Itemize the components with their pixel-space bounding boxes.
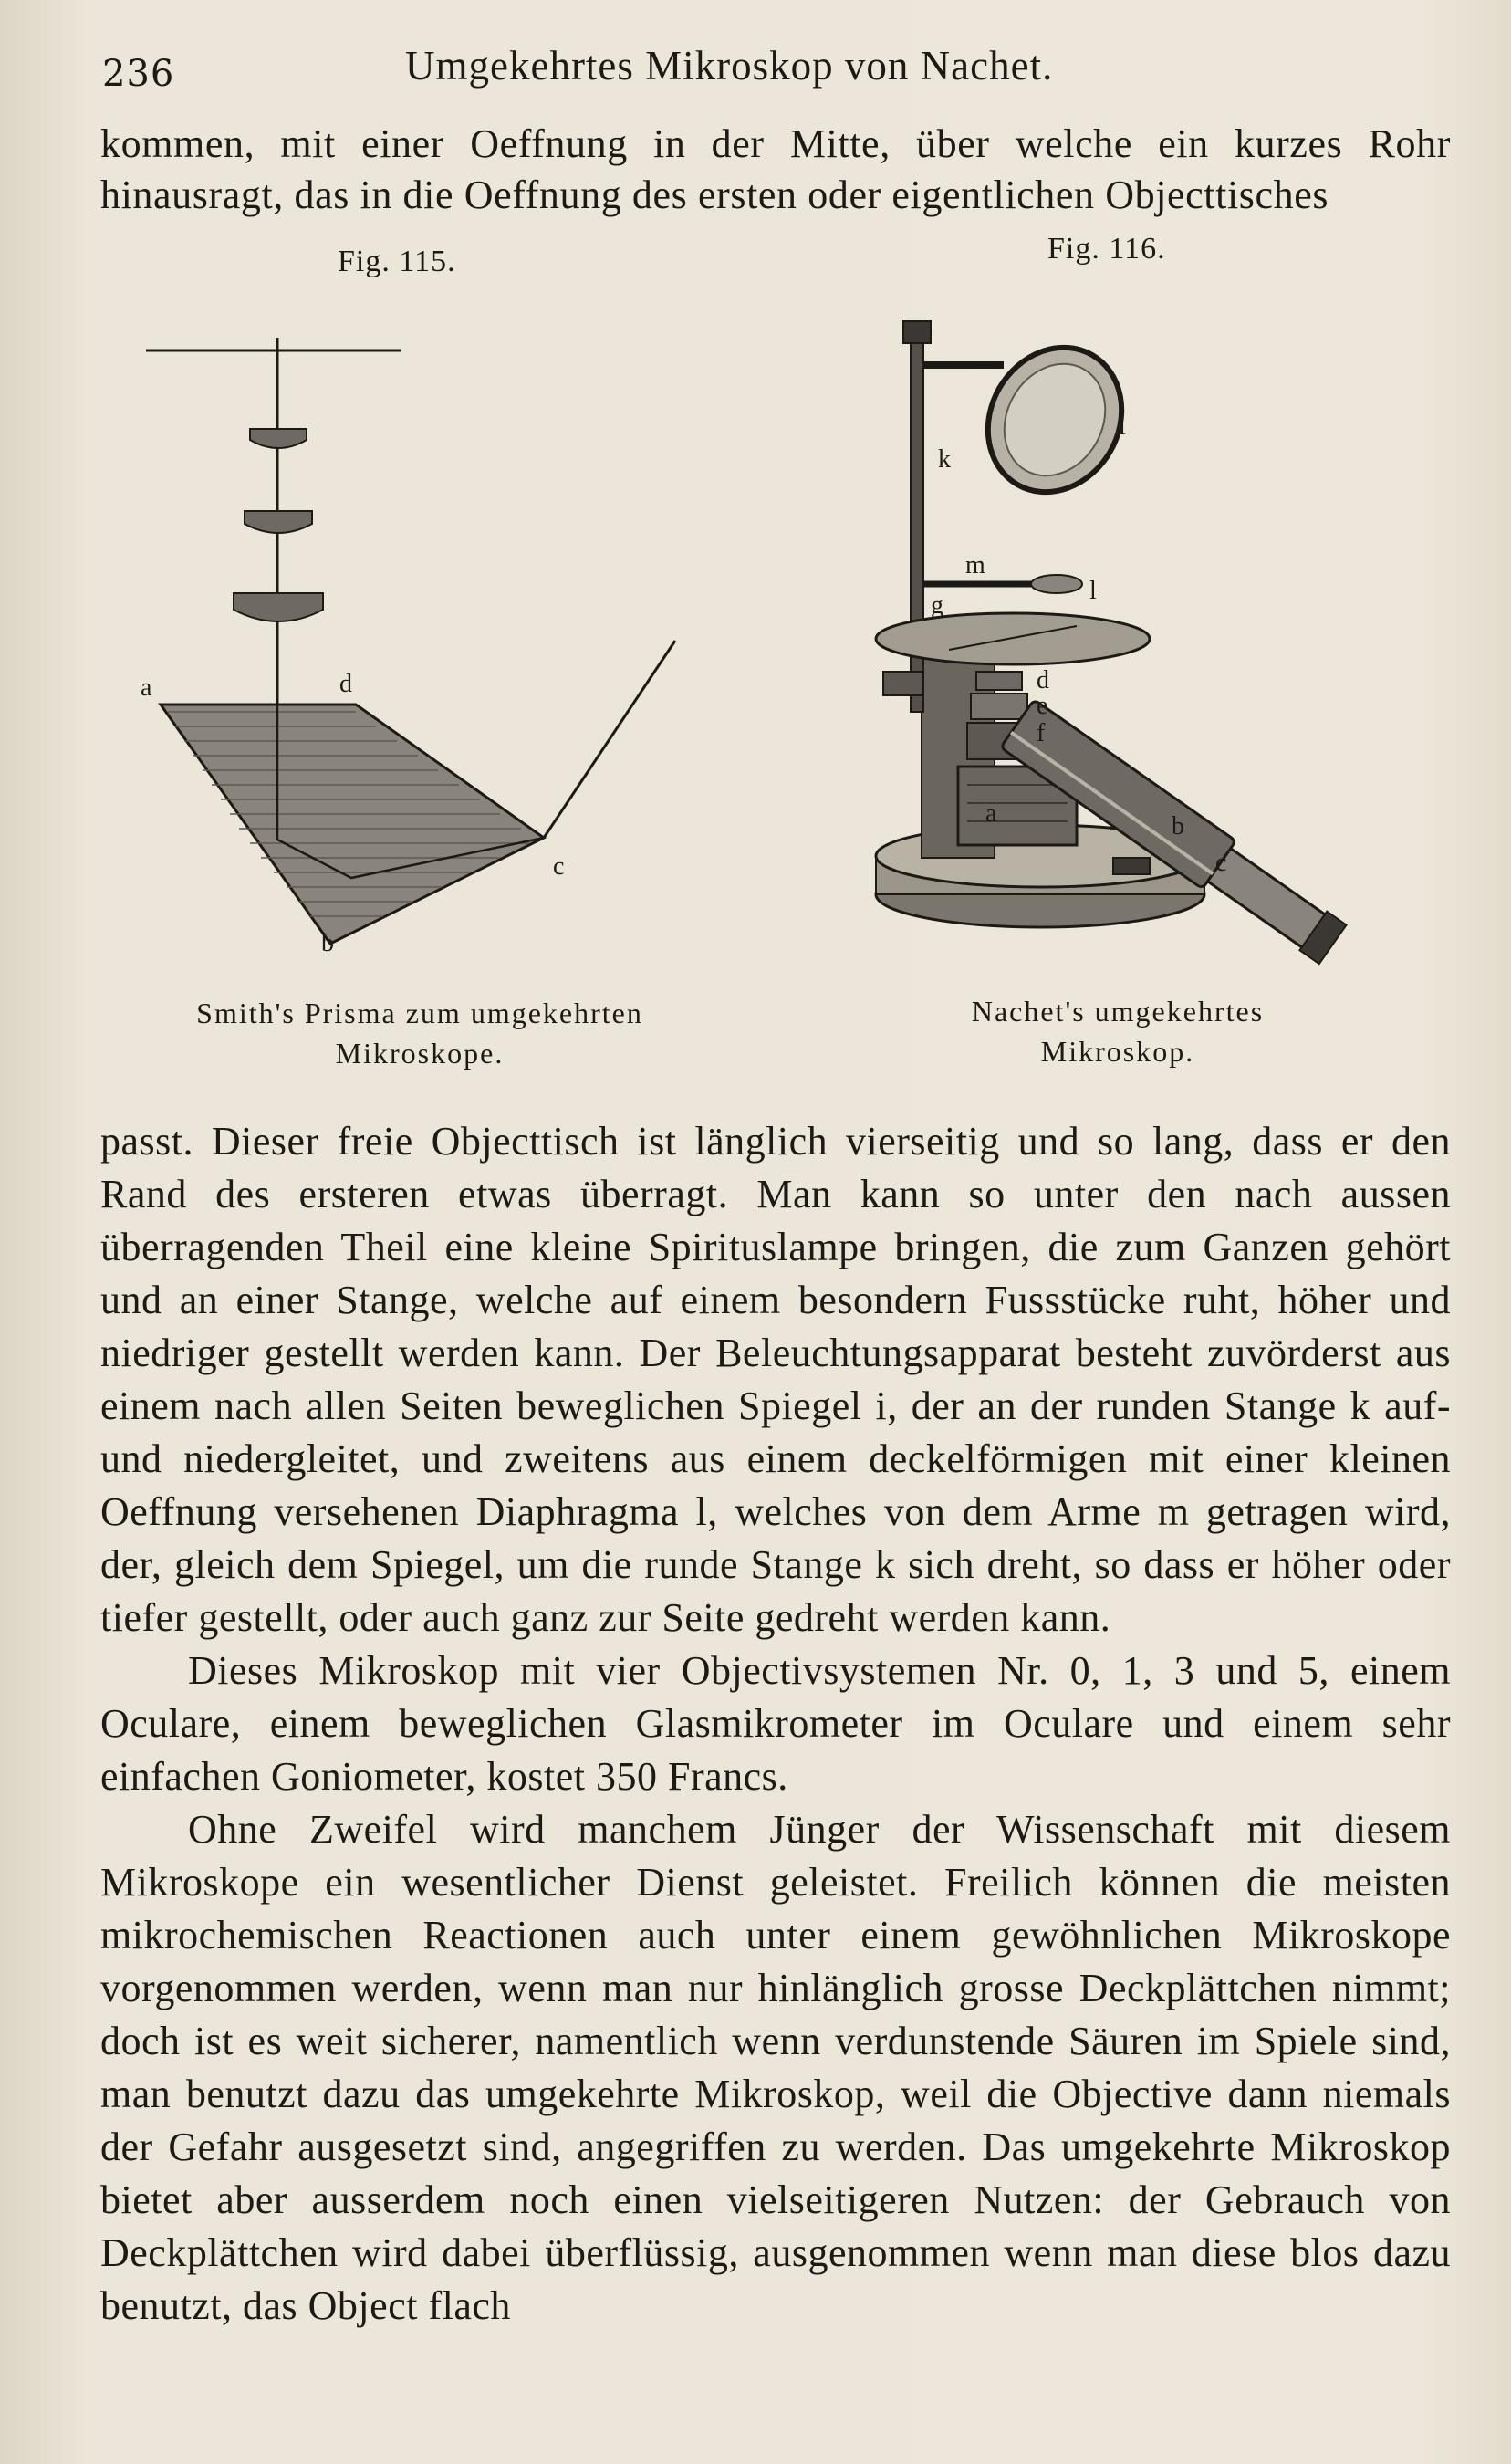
fig115-prism-diagram xyxy=(128,319,712,976)
page-header xyxy=(102,35,1443,99)
intro-line-2: hinausragt, das in die Oeffnung des ersten oder eigentlichen Objecttisches xyxy=(100,172,1329,217)
fig115-caption-line-2: Mikroskope. xyxy=(335,1037,505,1070)
fig115-letter-c: c xyxy=(553,852,565,881)
fig115-lens-1 xyxy=(250,429,307,448)
intro-line-1: kommen, mit einer Oeffnung in der Mitte, über welche ein kurzes Rohr xyxy=(100,121,1451,166)
fig115-lens-2 xyxy=(245,511,312,533)
fig116-diaphragm-l xyxy=(1031,575,1082,593)
fig116-letter-l: l xyxy=(1089,577,1097,605)
fig116-letter-b: b xyxy=(1172,812,1184,840)
fig116-letter-f: f xyxy=(1037,719,1046,747)
fig116-letter-i: i xyxy=(1119,412,1126,441)
running-title: Umgekehrtes Mikroskop von Nachet. xyxy=(405,43,1054,89)
fig116-letter-m: m xyxy=(965,551,985,579)
paragraph-1: passt. Dieser freie Objecttisch ist länglich vierseitig und so lang, dass er den Rand des ersteren etwas überragt. Man kann so unter den nach aussen überragenden Theil eine kleine Spirituslampe bringen, die zum Ganzen gehört und an einer Stange, welche auf einem besondern Fussstücke ruht, höher und niedriger gestellt werden kann. Der Beleuchtungsapparat besteht zuvörderst aus einem nach allen Seiten beweglichen Spiegel i, der an der runden Stange k auf- und niedergleitet, und zweitens aus einem deckelförmigen mit einer kleinen Oeffnung versehenen Diaphragma l, welches von dem Arme m getragen wird, der, gleich dem Spiegel, um die runde Stange k sich dreht, so dass er höher oder tiefer gestellt, oder auch ganz zur Seite gedreht werden kann. xyxy=(100,1119,1451,1640)
fig116-letter-e: e xyxy=(1037,692,1048,720)
page-number: 236 xyxy=(102,53,175,95)
paragraph-3: Ohne Zweifel wird manchem Jünger der Wissenschaft mit diesem Mikroskope ein wesentlicher Dienst geleistet. Freilich können die meisten mikrochemischen Reactionen auch unter einem gewöhnlichen Mikroskope vorgenommen werden, wenn man nur hinlänglich grosse Deckplättchen nimmt; doch ist es weit sicherer, namentlich wenn verdunstende Säuren im Spiele sind, man benutzt dazu das umgekehrte Mikroskop, weil die Objective dann niemals der Gefahr ausgesetzt sind, angegriffen zu werden. Das umgekehrte Mikroskop bietet aber ausserdem noch einen vielseitigeren Nutzen: der Gebrauch von Deckplättchen wird dabei überflüssig, ausgenommen wenn man diese blos dazu benutzt, das Object flach xyxy=(100,1807,1451,2328)
fig116-letter-a: a xyxy=(985,799,997,828)
paragraph-2: Dieses Mikroskop mit vier Objectivsystemen Nr. 0, 1, 3 und 5, einem Oculare, einem beweglichen Glasmikrometer im Oculare und einem sehr einfachen Goniometer, kostet 350 Francs. xyxy=(100,1648,1451,1799)
fig116-objective-e xyxy=(971,694,1027,719)
fig116-letter-c: c xyxy=(1215,849,1227,877)
fig116-screw-c xyxy=(1113,858,1150,874)
fig116-letter-g: g xyxy=(931,591,943,620)
fig116-letter-d: d xyxy=(1037,666,1049,694)
fig115-ray-out xyxy=(544,641,675,838)
fig115-lens-3 xyxy=(234,593,323,621)
fig116-caption xyxy=(876,991,1360,1071)
fig116-microscope-drawing xyxy=(858,310,1442,967)
fig115-caption xyxy=(119,993,721,1073)
fig115-label: Fig. 115. xyxy=(338,245,456,278)
fig116-caption-line-2: Mikroskop. xyxy=(1040,1035,1195,1068)
fig116-caption-line-1: Nachet's umgekehrtes xyxy=(971,995,1265,1028)
fig115-letter-b: b xyxy=(321,929,334,957)
fig115-letter-d: d xyxy=(339,670,352,698)
fig116-rod-cap xyxy=(903,321,931,343)
fig116-label: Fig. 116. xyxy=(1047,232,1166,266)
fig115-caption-line-1: Smith's Prisma zum umgekehrten xyxy=(196,997,643,1029)
fig116-letter-k: k xyxy=(938,445,951,474)
fig115-letter-a: a xyxy=(141,673,152,702)
fig116-objective-d xyxy=(976,672,1022,690)
fig116-focus-screw xyxy=(883,672,923,695)
body-text xyxy=(100,1115,1451,2333)
